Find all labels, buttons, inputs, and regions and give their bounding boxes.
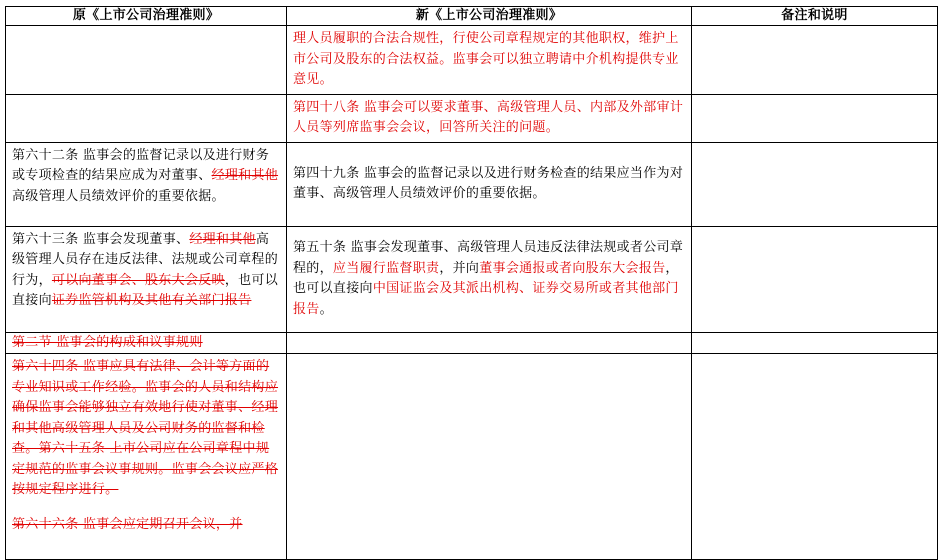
cell-text: ，也可以直接向 bbox=[293, 260, 679, 296]
table-row bbox=[6, 142, 938, 226]
cell-text: ，也可以直接向 bbox=[12, 272, 279, 308]
added-text: 理人员履职的合法合规性，行使公司章程规定的其他职权，维护上市公司及股东的合法权益。监事会可以独立聘请中介机构提供专业意见。 bbox=[293, 31, 679, 87]
deleted-text: 第六十四条 监事应具有法律、会计等方面的专业知识或工作经验。监事会的人员和结构应确保监事会能够独立有效地行使对董事、经理和其他高级管理人员及公司财务的监督和检查。第六十五条 上市公司应在公司章程中规定规范的监事会议事规则。监事会会议应严格按规定程序进行。 bbox=[12, 359, 279, 497]
table-row bbox=[6, 354, 938, 560]
cell-text: 第四十九条 监事会的监督记录以及进行财务检查的结果应当作为对董事、高级管理人员绩效评价的重要依据。 bbox=[293, 165, 684, 201]
deleted-text: 经理和其他 bbox=[189, 231, 256, 247]
cell-text: 。 bbox=[319, 301, 333, 317]
cell-notes bbox=[692, 332, 938, 354]
cell-text: 高级管理人员存在违反法律、法规或公司章程的行为， bbox=[12, 231, 279, 288]
header-new: 新《上市公司治理准则》 bbox=[287, 7, 692, 26]
cell-new bbox=[287, 226, 692, 332]
cell-new bbox=[287, 354, 692, 560]
deleted-text: 经理和其他 bbox=[211, 168, 279, 183]
added-text: 第四十八条 监事会可以要求董事、高级管理人员、内部及外部审计人员等列席监事会会议，回答所关注的问题。 bbox=[293, 99, 684, 135]
deleted-text: 第二节 监事会的构成和议事规则 bbox=[12, 334, 203, 350]
cell-notes bbox=[692, 26, 938, 95]
table-row bbox=[6, 94, 938, 142]
cell-text: ，并向 bbox=[439, 260, 480, 276]
added-text: 应当履行监督职责 bbox=[332, 260, 440, 276]
cell-original bbox=[6, 94, 287, 142]
cell-notes bbox=[692, 94, 938, 142]
cell-paragraph bbox=[12, 515, 280, 536]
cell-notes bbox=[692, 226, 938, 332]
cell-original bbox=[6, 332, 287, 354]
cell-notes bbox=[692, 142, 938, 226]
cell-notes bbox=[692, 354, 938, 560]
deleted-text: 第六十六条 监事会应定期召开会议，并 bbox=[12, 516, 243, 532]
cell-new bbox=[287, 94, 692, 142]
cell-original bbox=[6, 226, 287, 332]
added-text: 董事会通报或者向股东大会报告 bbox=[479, 260, 666, 276]
cell-new bbox=[287, 142, 692, 226]
table-row bbox=[6, 26, 938, 95]
header-notes: 备注和说明 bbox=[692, 7, 938, 26]
cell-original bbox=[6, 142, 287, 226]
cell-text: 第六十二条 监事会的监督记录以及进行财务或专项检查的结果应成为对董事、 bbox=[12, 147, 270, 183]
cell-text: 第六十三条 监事会发现董事、 bbox=[12, 231, 190, 247]
cell-new bbox=[287, 26, 692, 95]
cell-original bbox=[6, 26, 287, 95]
table-row bbox=[6, 332, 938, 354]
cell-text: 高级管理人员绩效评价的重要依据。 bbox=[12, 188, 225, 204]
cell-text: 第五十条 监事会发现董事、高级管理人员违反法律法规或者公司章程的， bbox=[293, 240, 684, 276]
table-row bbox=[6, 226, 938, 332]
comparison-table bbox=[5, 6, 938, 560]
cell-original bbox=[6, 354, 287, 560]
header-row bbox=[6, 7, 938, 26]
added-text: 中国证监会及其派出机构、证券交易所或者其他部门报告 bbox=[293, 281, 679, 317]
header-original: 原《上市公司治理准则》 bbox=[6, 7, 287, 26]
deleted-text: 证券监管机构及其他有关部门报告 bbox=[51, 293, 252, 308]
cell-new bbox=[287, 332, 692, 354]
deleted-text: 可以向董事会、股东大会反映 bbox=[51, 272, 225, 288]
